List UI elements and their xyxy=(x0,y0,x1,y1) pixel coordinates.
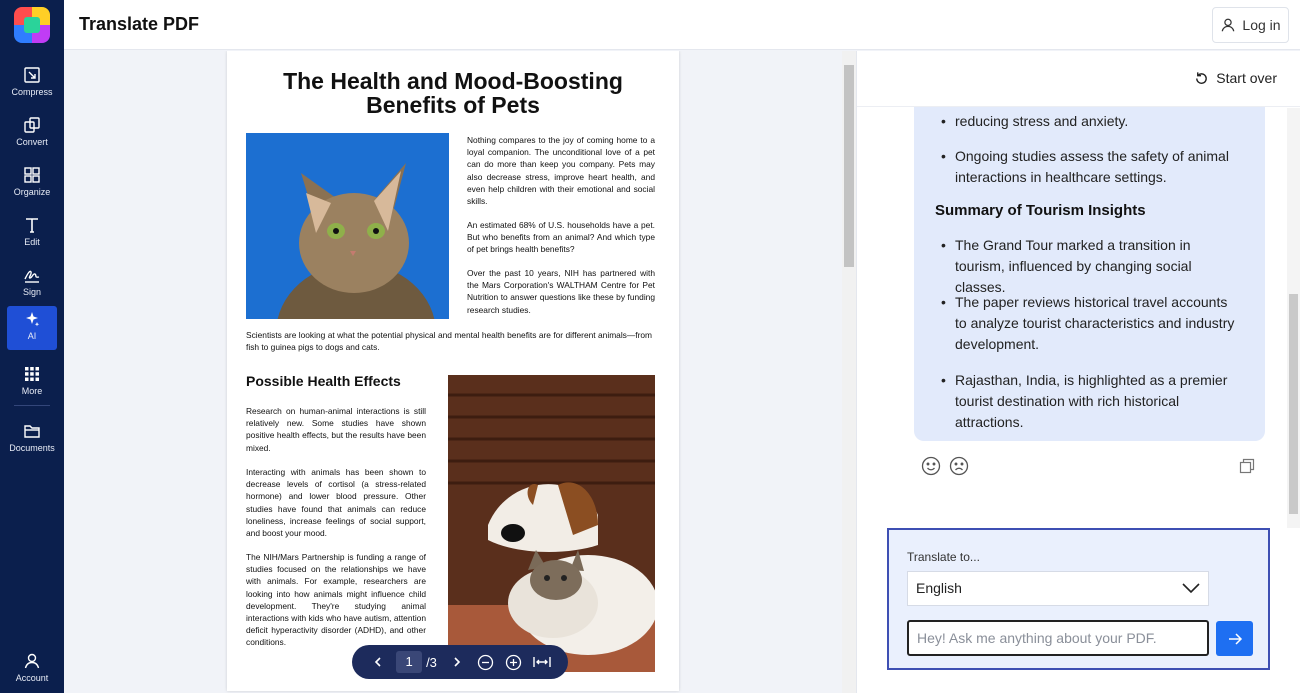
language-select[interactable] xyxy=(907,571,1209,606)
user-icon xyxy=(1220,17,1236,33)
response-bullet: • The Grand Tour marked a transition in tourism, influenced by changing social classes. xyxy=(941,235,1241,298)
account-icon xyxy=(23,652,41,670)
ai-response-bubble xyxy=(914,51,1265,441)
section-paragraph: Research on human-animal interactions is still relatively new. Some studies have shown positive health effects, but the results have been mixed. xyxy=(246,406,426,453)
cat-photo xyxy=(246,133,449,319)
app-logo[interactable] xyxy=(14,7,50,43)
intro-paragraph: Nothing compares to the joy of coming home to a loyal companion. The unconditional love of a pet can do more than keep you company. Pets may also decrease stress, improve heart health, and even help children with their emotional and social skills. xyxy=(467,135,655,207)
intro-paragraph: An estimated 68% of U.S. households have a pet. But who benefits from an animal? And which type of pet brings health benefits? xyxy=(467,220,655,255)
chat-scrollbar-thumb[interactable] xyxy=(1289,294,1298,514)
chevron-down-icon xyxy=(1182,581,1200,595)
feedback-buttons xyxy=(921,456,969,476)
sidebar-item-sign[interactable] xyxy=(7,262,57,306)
edit-text-icon xyxy=(23,216,41,234)
translate-form xyxy=(887,528,1270,670)
sidebar-item-more[interactable] xyxy=(7,361,57,405)
sidebar-item-documents[interactable] xyxy=(7,418,57,462)
page-total: /3 xyxy=(426,654,437,670)
response-bullet: • Ongoing studies assess the safety of animal interactions in healthcare settings. xyxy=(941,146,1241,188)
compress-icon xyxy=(23,66,41,84)
ask-question-input[interactable]: Hey! Ask me anything about your PDF. xyxy=(907,620,1209,656)
dog-and-cat-photo xyxy=(448,375,655,672)
start-over-button[interactable] xyxy=(1194,70,1277,86)
sidebar-item-convert[interactable] xyxy=(7,112,57,156)
next-page-button[interactable] xyxy=(447,651,467,673)
login-label: Log in xyxy=(1242,17,1281,33)
full-width-paragraph: Scientists are looking at what the potential physical and mental health benefits are for different animals—from fish to guinea pigs to dogs and cats. xyxy=(246,330,652,353)
section-paragraph: The NIH/Mars Partnership is funding a range of studies focused on the relationships we have with animals. For example, researchers are looking into how animals might influence child development. They're studying animal interactions with kids who have autism, attention deficit hyperactivity disorder (ADHD), and other conditions. xyxy=(246,552,426,648)
sidebar-item-ai[interactable] xyxy=(7,306,57,350)
organize-icon xyxy=(23,166,41,184)
zoom-out-icon xyxy=(477,654,494,671)
sidebar-item-label: Documents xyxy=(9,443,55,453)
sidebar-item-account[interactable] xyxy=(7,648,57,692)
section-paragraph: Interacting with animals has been shown to decrease levels of cortisol (a stress-related hormone) and lower blood pressure. Other studies have found that animals can reduce loneliness, increase feelings of social support, and boost your mood. xyxy=(246,467,426,539)
thumbs-up-smile-icon[interactable] xyxy=(921,456,941,476)
copy-icon[interactable] xyxy=(1239,458,1255,474)
response-bullet: • reducing stress and anxiety. xyxy=(941,111,1241,132)
top-header xyxy=(64,0,1300,50)
arrow-right-icon xyxy=(1227,631,1243,647)
translate-label: Translate to... xyxy=(907,550,980,564)
ai-chat-panel xyxy=(856,51,1300,693)
intro-paragraph: Over the past 10 years, NIH has partnered with the Mars Corporation's WALTHAM Centre for Pet Nutrition to answer questions like these by funding research studies. xyxy=(467,268,655,315)
ai-sparkle-icon xyxy=(23,310,41,328)
document-scrollbar[interactable] xyxy=(842,51,856,693)
summary-heading: Summary of Tourism Insights xyxy=(935,202,1146,219)
sidebar-item-label: Convert xyxy=(16,137,48,147)
login-button[interactable] xyxy=(1212,7,1289,43)
left-sidebar xyxy=(0,0,64,693)
response-bullet: • Rajasthan, India, is highlighted as a premier tourist destination with rich historical attractions. xyxy=(941,370,1241,433)
restart-icon xyxy=(1194,71,1209,86)
document-scrollbar-thumb[interactable] xyxy=(844,65,854,267)
sidebar-item-label: Account xyxy=(15,673,49,683)
zoom-in-icon xyxy=(505,654,522,671)
sidebar-item-compress[interactable] xyxy=(7,62,57,106)
send-button[interactable] xyxy=(1216,621,1253,656)
convert-icon xyxy=(23,116,41,134)
zoom-in-button[interactable] xyxy=(503,651,523,673)
grid-dots-icon xyxy=(23,365,41,383)
zoom-out-button[interactable] xyxy=(475,651,495,673)
sidebar-divider xyxy=(14,405,50,406)
sidebar-item-label: More xyxy=(21,386,43,396)
sidebar-item-organize[interactable] xyxy=(7,162,57,206)
pdf-page xyxy=(227,51,679,691)
start-over-label: Start over xyxy=(1216,70,1277,86)
language-value: English xyxy=(916,580,962,596)
document-title: The Health and Mood-Boosting Benefits of Pets xyxy=(283,68,623,118)
panel-toolbar xyxy=(857,51,1300,107)
page-navigation-toolbar xyxy=(352,645,568,679)
sidebar-item-label: Organize xyxy=(13,187,51,197)
sidebar-item-label: AI xyxy=(27,331,37,341)
fit-width-icon xyxy=(533,655,551,669)
pdf-viewer[interactable] xyxy=(64,51,856,693)
chat-scrollbar[interactable] xyxy=(1287,108,1300,528)
sidebar-item-label: Compress xyxy=(11,87,53,97)
sidebar-item-label: Edit xyxy=(24,237,40,247)
previous-page-button[interactable] xyxy=(368,651,388,673)
response-bullet: • The paper reviews historical travel accounts to analyze tourist characteristics and industry development. xyxy=(941,292,1241,355)
sidebar-item-label: Sign xyxy=(22,287,41,297)
page-number-input[interactable]: 1 xyxy=(396,651,422,673)
section-heading: Possible Health Effects xyxy=(246,373,401,389)
chevron-right-icon xyxy=(451,656,463,668)
chevron-left-icon xyxy=(372,656,384,668)
sidebar-item-edit[interactable] xyxy=(7,212,57,256)
fit-width-button[interactable] xyxy=(532,651,552,673)
thumbs-down-frown-icon[interactable] xyxy=(949,456,969,476)
folder-icon xyxy=(23,422,41,440)
page-title: Translate PDF xyxy=(79,14,200,34)
sign-icon xyxy=(23,266,41,284)
